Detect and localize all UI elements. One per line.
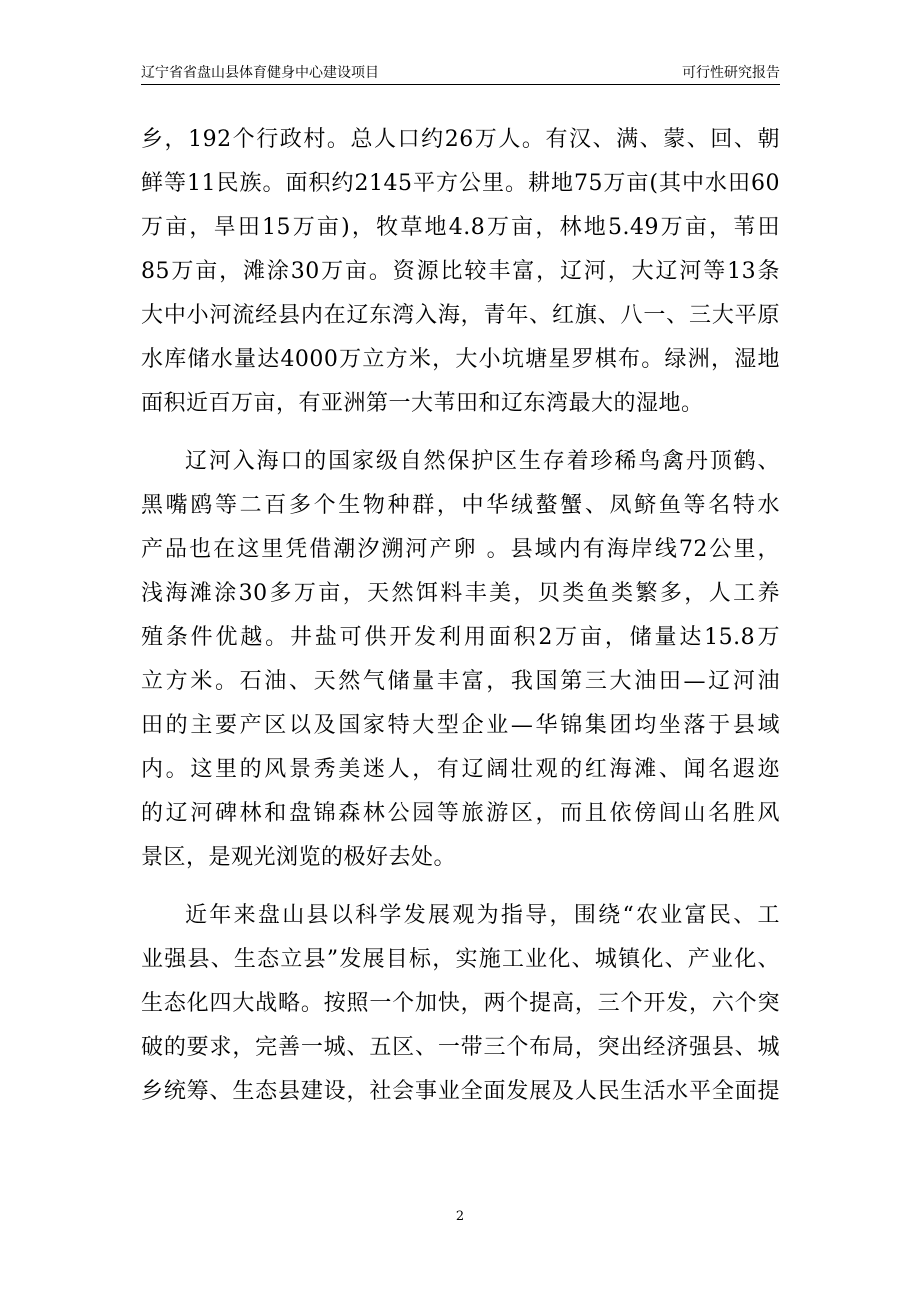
header-project-title: 辽宁省省盘山县体育健身中心建设项目 [141, 65, 379, 81]
text-line: 田的主要产区以及国家特大型企业—华锦集团均坐落于县域 [141, 713, 780, 738]
text-line: 大中小河流经县内在辽东湾入海，青年、红旗、八一、三大平原 [141, 303, 780, 328]
text-line: 业强县、生态立县”发展目标，实施工业化、城镇化、产业化、 [141, 947, 780, 972]
page-header [141, 64, 780, 85]
text-line: 乡，192个行政村。总人口约26万人。有汉、满、蒙、回、朝 [141, 127, 780, 152]
text-line: 内。这里的风景秀美迷人，有辽阔壮观的红海滩、闻名遐迩 [141, 757, 780, 782]
text-line: 近年来盘山县以科学发展观为指导，围绕“农业富民、工 [185, 903, 780, 928]
text-line: 的辽河碑林和盘锦森林公园等旅游区，而且依傍闾山名胜风 [141, 801, 780, 826]
paragraph-3 [141, 894, 780, 1114]
header-report-type: 可行性研究报告 [682, 65, 780, 81]
paragraph-1 [141, 118, 780, 426]
text-line: 黑嘴鸥等二百多个生物种群，中华绒螯蟹、凤鲚鱼等名特水 [141, 493, 780, 518]
text-line: 鲜等11民族。面积约2145平方公里。耕地75万亩(其中水田60 [141, 171, 780, 196]
text-line: 产品也在这里凭借潮汐溯河产卵 。县域内有海岸线72公里， [141, 537, 780, 562]
text-line: 乡统筹、生态县建设，社会事业全面发展及人民生活水平全面提 [141, 1079, 780, 1104]
text-line: 辽河入海口的国家级自然保护区生存着珍稀鸟禽丹顶鹤、 [185, 449, 780, 474]
text-line: 景区，是观光浏览的极好去处。 [141, 845, 457, 870]
text-line: 破的要求，完善一城、五区、一带三个布局，突出经济强县、城 [141, 1035, 780, 1060]
text-line: 殖条件优越。井盐可供开发利用面积2万亩，储量达15.8万 [141, 625, 780, 650]
text-line: 生态化四大战略。按照一个加快，两个提高，三个开发，六个突 [141, 991, 780, 1016]
text-line: 面积近百万亩，有亚洲第一大苇田和辽东湾最大的湿地。 [141, 391, 704, 416]
text-line: 立方米。石油、天然气储量丰富，我国第三大油田—辽河油 [141, 669, 780, 694]
text-line: 浅海滩涂30多万亩，天然饵料丰美，贝类鱼类繁多，人工养 [141, 581, 780, 606]
body-text [141, 118, 780, 1114]
paragraph-2 [141, 440, 780, 880]
text-line: 水库储水量达4000万立方米，大小坑塘星罗棋布。绿洲，湿地 [141, 347, 780, 372]
text-line: 万亩，旱田15万亩)，牧草地4.8万亩，林地5.49万亩，苇田 [141, 215, 780, 240]
page-number: 2 [455, 1209, 465, 1224]
text-line: 85万亩，滩涂30万亩。资源比较丰富，辽河，大辽河等13条 [141, 259, 780, 284]
